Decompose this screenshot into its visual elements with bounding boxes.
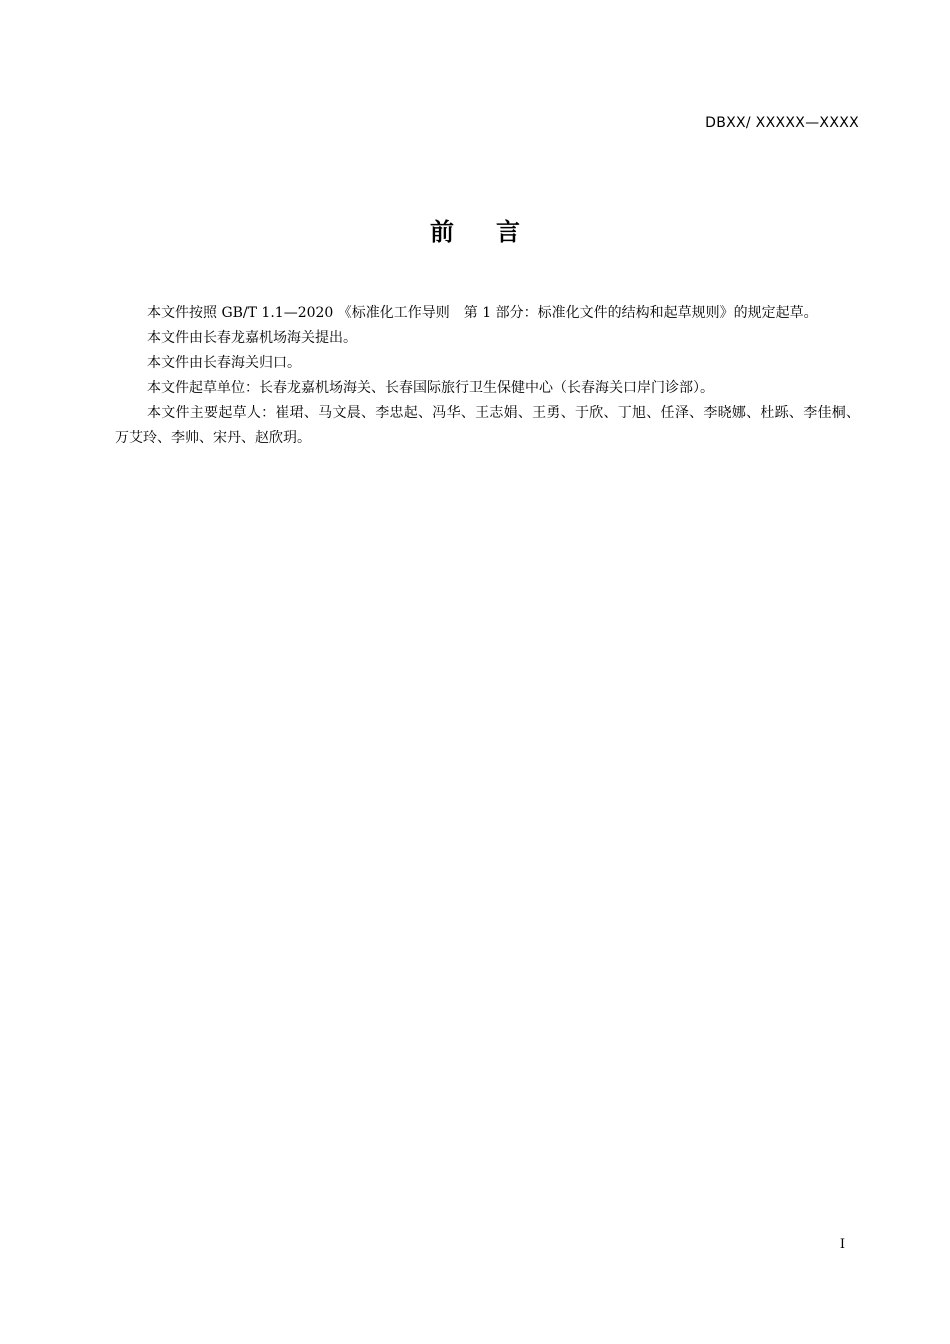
paragraph-drafting-basis: 本文件按照 GB/T 1.1—2020 《标准化工作导则 第 1 部分：标准化文件的结构和起草规则》的规定起草。 xyxy=(147,305,818,321)
foreword-body xyxy=(115,301,860,451)
paragraph-proposer: 本文件由长春龙嘉机场海关提出。 xyxy=(147,330,357,346)
page-number: I xyxy=(839,1237,845,1252)
paragraph-centralized-unit: 本文件由长春海关归口。 xyxy=(147,355,301,371)
paragraph-drafters: 本文件主要起草人：崔珺、马文晨、李忠起、冯华、王志娟、王勇、于欣、丁旭、任泽、李晓娜、杜跞、李佳桐、万艾玲、李帅、宋丹、赵欣玥。 xyxy=(115,405,860,446)
page-title: 前言 xyxy=(430,218,562,246)
document-code: DBXX/ XXXXX—XXXX xyxy=(705,115,859,131)
paragraph-drafting-units: 本文件起草单位：长春龙嘉机场海关、长春国际旅行卫生保健中心（长春海关口岸门诊部）。 xyxy=(147,380,714,396)
